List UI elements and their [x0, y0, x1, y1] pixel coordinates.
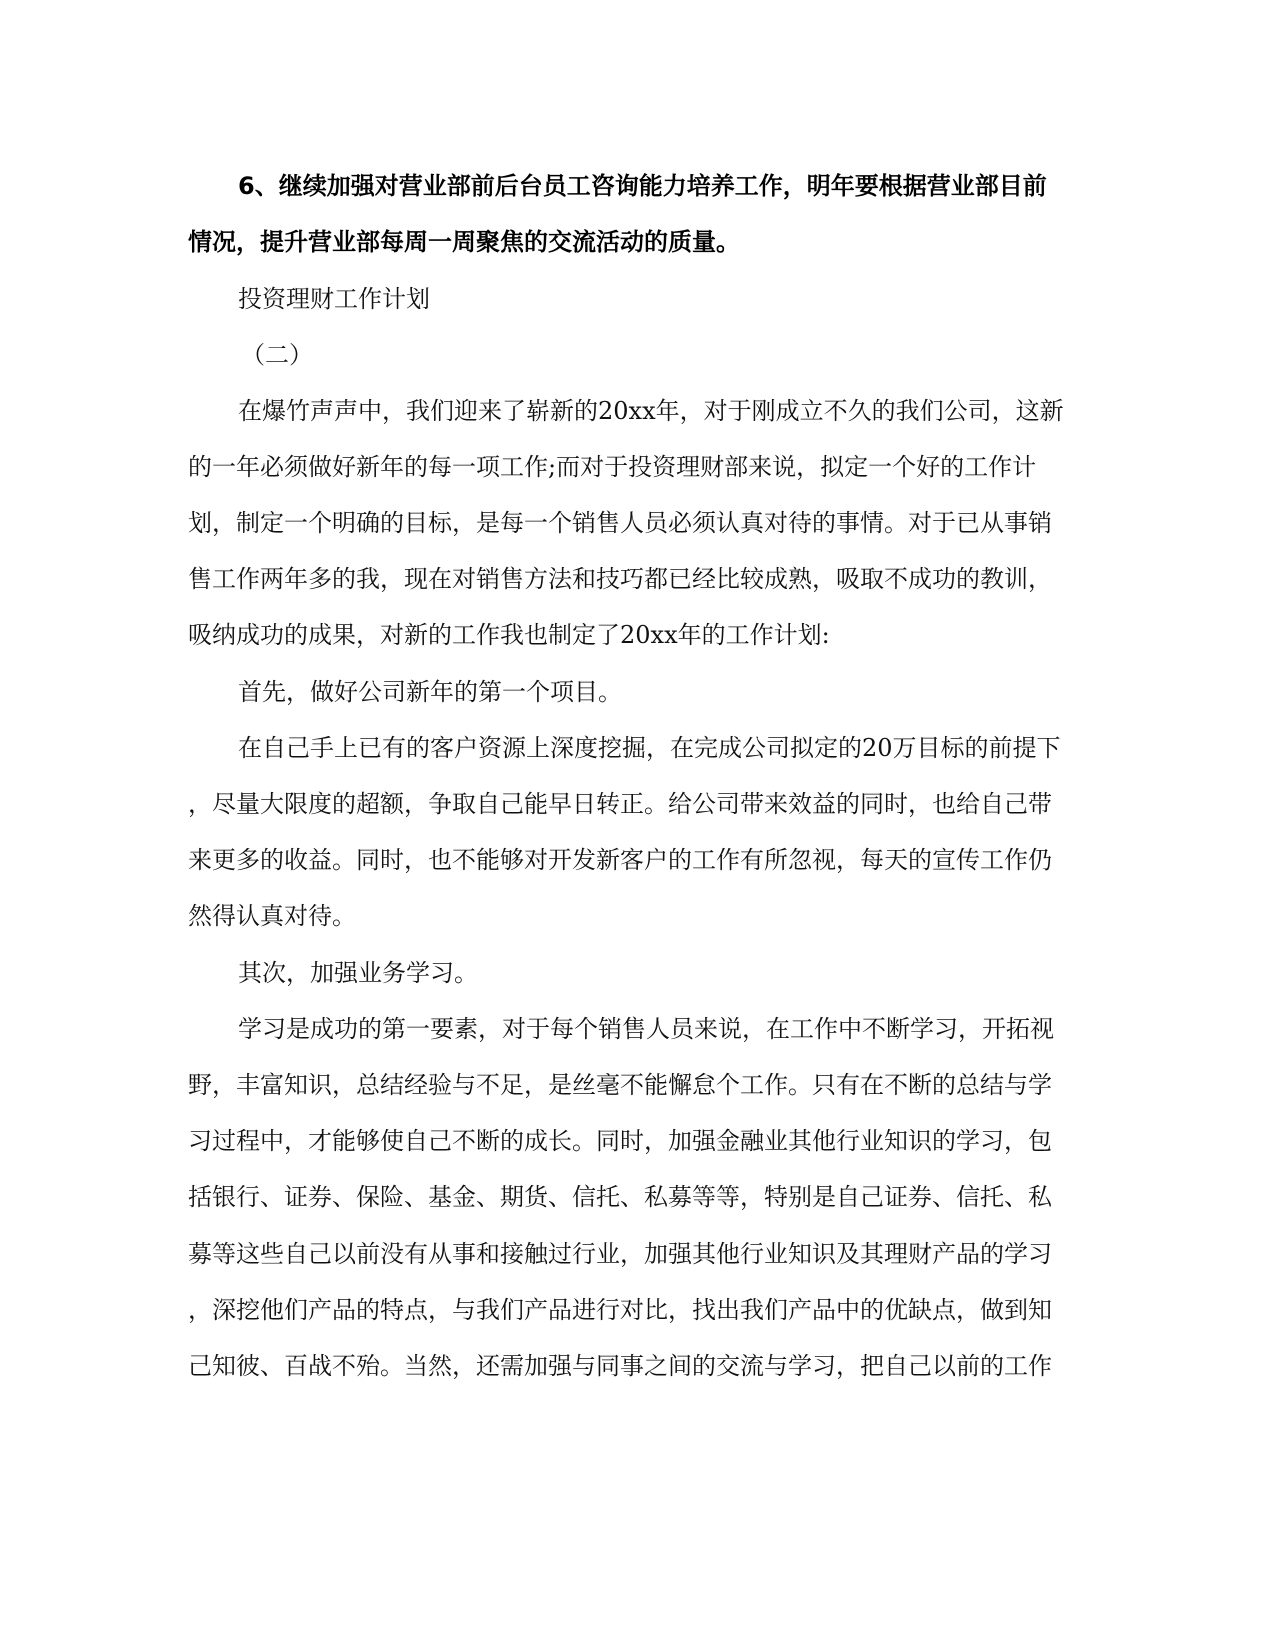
first-line-1: 在自己手上已有的客户资源上深度挖掘，在完成公司拟定的20万目标的前提下 [238, 734, 1061, 762]
second-line-5: 募等这些自己以前没有从事和接触过行业，加强其他行业知识及其理财产品的学习 [188, 1240, 1052, 1268]
second-line-4: 括银行、证券、保险、基金、期货、信托、私募等等，特别是自己证券、信托、私 [188, 1183, 1052, 1211]
first-line-4: 然得认真对待。 [188, 902, 356, 930]
section-number: （二） [241, 341, 313, 369]
section-title: 投资理财工作计划 [238, 285, 430, 313]
second-line-7: 己知彼、百战不殆。当然，还需加强与同事之间的交流与学习，把自己以前的工作 [188, 1352, 1052, 1380]
item-6-line-1: 6、继续加强对营业部前后台员工咨询能力培养工作，明年要根据营业部目前 [238, 172, 1047, 200]
first-line-2: ，尽量大限度的超额，争取自己能早日转正。给公司带来效益的同时，也给自己带 [188, 790, 1052, 818]
intro-line-5: 吸纳成功的成果，对新的工作我也制定了20xx年的工作计划: [188, 621, 830, 649]
first-line-3: 来更多的收益。同时，也不能够对开发新客户的工作有所忽视，每天的宣传工作仍 [188, 846, 1052, 874]
second-line-2: 野，丰富知识，总结经验与不足，是丝毫不能懈怠个工作。只有在不断的总结与学 [188, 1071, 1052, 1099]
second-line-6: ，深挖他们产品的特点，与我们产品进行对比，找出我们产品中的优缺点，做到知 [188, 1296, 1052, 1324]
second-line-3: 习过程中，才能够使自己不断的成长。同时，加强金融业其他行业知识的学习，包 [188, 1127, 1052, 1155]
intro-line-4: 售工作两年多的我，现在对销售方法和技巧都已经比较成熟，吸取不成功的教训， [188, 565, 1052, 593]
intro-line-1: 在爆竹声声中，我们迎来了崭新的20xx年，对于刚成立不久的我们公司，这新 [238, 397, 1064, 425]
item-6-line-2: 情况，提升营业部每周一周聚焦的交流活动的质量。 [188, 228, 740, 256]
subheading-second: 其次，加强业务学习。 [238, 959, 478, 987]
second-line-1: 学习是成功的第一要素，对于每个销售人员来说，在工作中不断学习，开拓视 [238, 1015, 1054, 1043]
intro-line-3: 划，制定一个明确的目标，是每一个销售人员必须认真对待的事情。对于已从事销 [188, 509, 1052, 537]
subheading-first: 首先，做好公司新年的第一个项目。 [238, 678, 622, 706]
intro-line-2: 的一年必须做好新年的每一项工作;而对于投资理财部来说，拟定一个好的工作计 [188, 453, 1037, 481]
